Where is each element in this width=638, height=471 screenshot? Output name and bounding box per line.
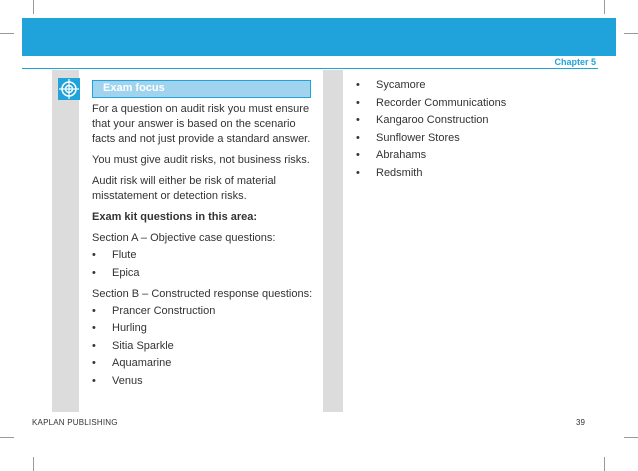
paragraph: You must give audit risks, not business risks. bbox=[92, 154, 310, 166]
section-a-list bbox=[92, 248, 318, 281]
column-divider-panel bbox=[323, 70, 343, 412]
crop-mark bbox=[624, 437, 638, 438]
kit-heading: Exam kit questions in this area: bbox=[92, 211, 258, 223]
exam-focus-badge bbox=[58, 78, 80, 100]
continued-question-list bbox=[356, 78, 586, 183]
exam-focus-title-bar bbox=[92, 80, 311, 98]
exam-focus-body bbox=[92, 102, 318, 391]
chapter-label: Chapter 5 bbox=[554, 57, 596, 67]
list-item: • Venus bbox=[92, 374, 143, 387]
exam-focus-title: Exam focus bbox=[103, 82, 165, 94]
list-item: • Epica bbox=[92, 266, 140, 279]
list-item: • Recorder Communications bbox=[356, 96, 507, 109]
crop-mark bbox=[33, 0, 34, 14]
page-number: 39 bbox=[576, 418, 585, 427]
crop-mark bbox=[604, 0, 605, 14]
crop-mark bbox=[33, 457, 34, 471]
crop-mark bbox=[604, 457, 605, 471]
section-a-heading: Section A – Objective case questions: bbox=[92, 232, 276, 244]
list-item: • Prancer Construction bbox=[92, 304, 216, 317]
list-item: • Redsmith bbox=[356, 166, 423, 179]
list-item: • Hurling bbox=[92, 322, 147, 334]
crop-mark bbox=[0, 33, 14, 34]
crosshair-target-icon bbox=[58, 78, 80, 100]
section-b-list bbox=[92, 304, 318, 389]
list-item: • Flute bbox=[92, 249, 137, 261]
list-item: • Sunflower Stores bbox=[356, 131, 460, 144]
section-b-heading: Section B – Constructed response questions: bbox=[92, 287, 313, 300]
list-item: • Kangaroo Construction bbox=[356, 114, 489, 126]
paragraph: Audit risk will either be risk of material misstatement or detection risks. bbox=[92, 175, 277, 202]
left-margin-panel bbox=[52, 70, 79, 412]
list-item: • Sycamore bbox=[356, 79, 426, 91]
chapter-rule bbox=[22, 68, 598, 69]
publisher-footer: KAPLAN PUBLISHING bbox=[32, 418, 118, 427]
crop-mark bbox=[0, 437, 14, 438]
list-item: • Sitia Sparkle bbox=[92, 339, 174, 352]
list-item: • Aquamarine bbox=[92, 357, 172, 369]
paragraph: For a question on audit risk you must ensure that your answer is based on the scenario facts and not just provide a standard answer. bbox=[92, 103, 311, 145]
crop-mark bbox=[624, 33, 638, 34]
header-band bbox=[22, 18, 616, 56]
list-item: • Abrahams bbox=[356, 149, 427, 161]
